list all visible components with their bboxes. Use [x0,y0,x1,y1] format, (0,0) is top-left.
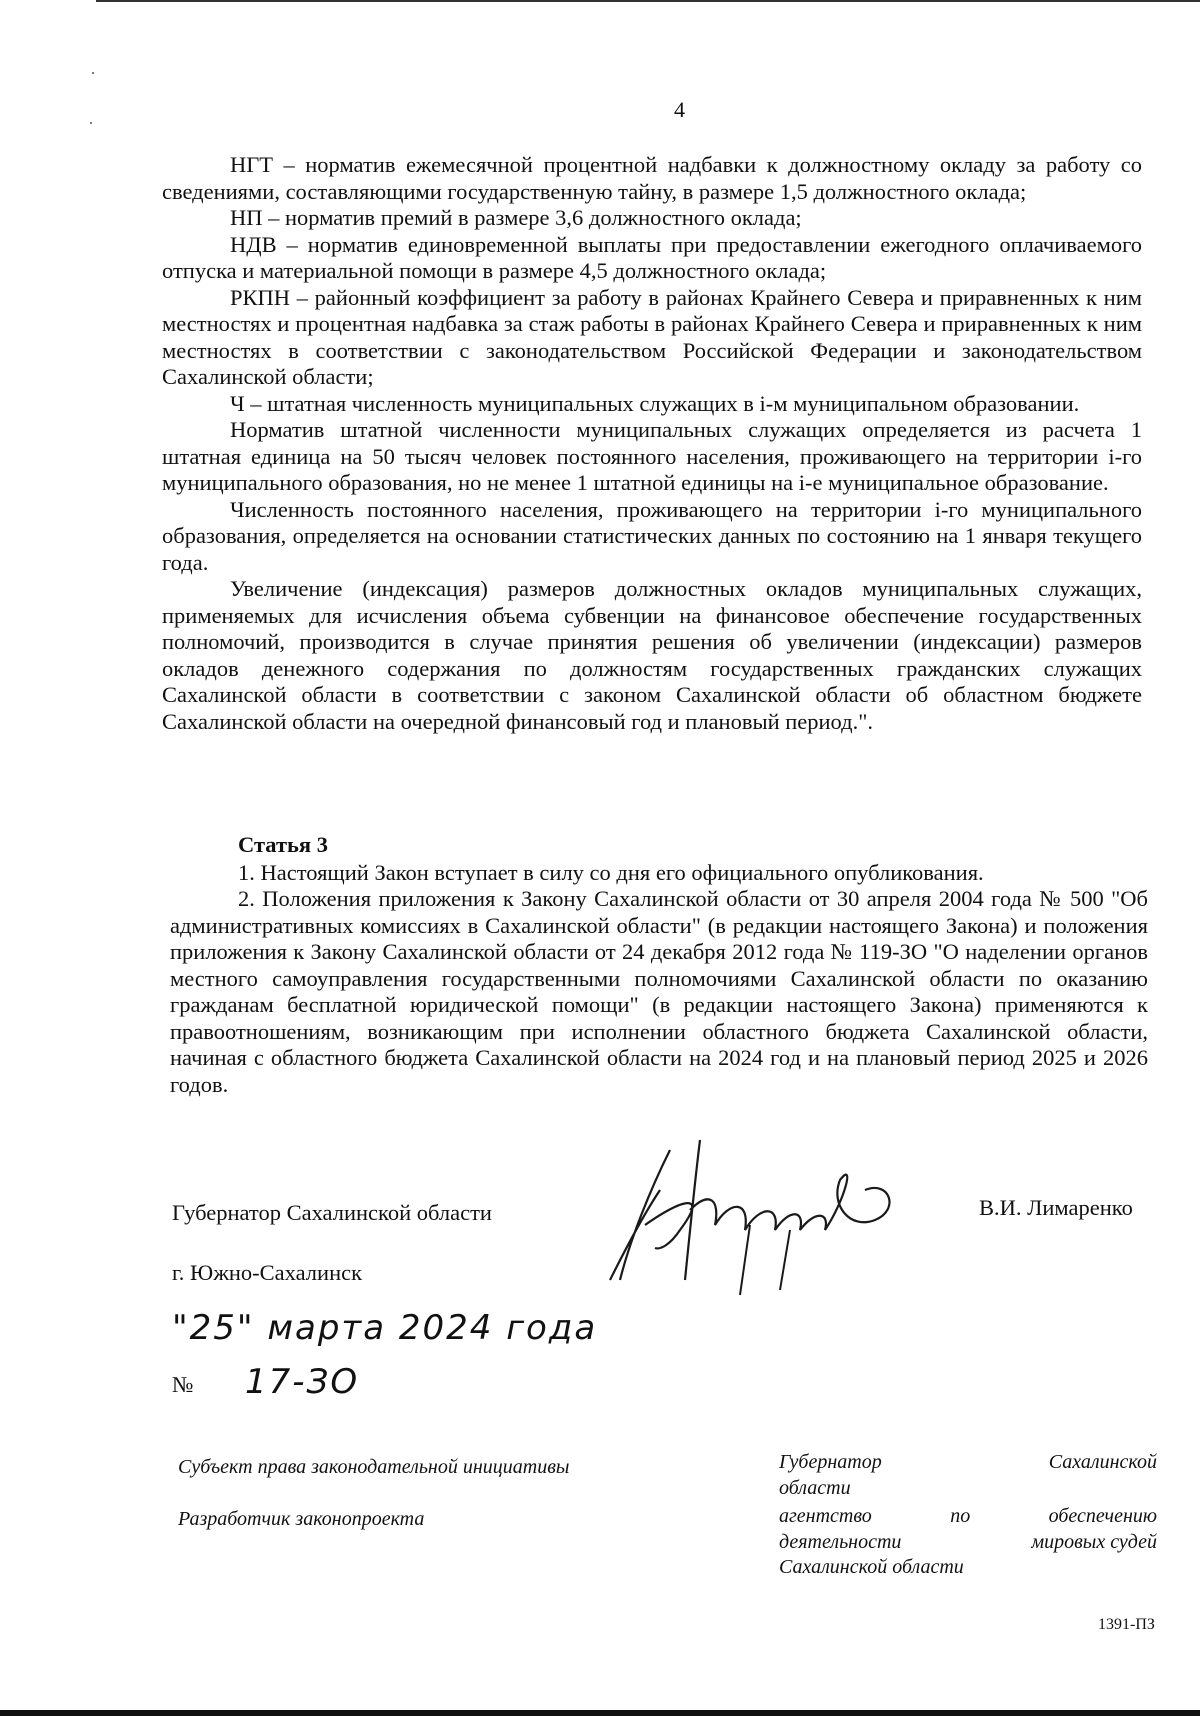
footer-right-block [779,1450,1157,1581]
scan-speck [92,72,94,74]
article-item-2: 2. Положения приложения к Закону Сахалинской области от 30 апреля 2004 года № 500 "Об административных комиссиях в Сахалинской области" (в редакции настоящего Закона) и положения приложения к Закону Сахалинской области от 24 декабря 2012 года № 119-ЗО "О наделении органов местного самоуправления государственными полномочиями Сахалинской области по оказанию гражданам бесплатной юридической помощи" (в редакции настоящего Закона) применяются к правоотношениям, возникающим при исполнении областного бюджета Сахалинской области, начиная с областного бюджета Сахалинской области на 2024 год и на плановый период 2025 и 2026 годов. [170,886,1148,1097]
number-prefix: № [172,1372,194,1397]
footer-right-line: области [779,1476,851,1499]
footer-right-line [779,1530,1157,1556]
governor-position: Губернатор Сахалинской области [172,1200,492,1225]
paragraph-indexation: Увеличение (индексация) размеров должностных окладов муниципальных служащих, применяемых для исчисления объема субвенции на финансовое обеспечение государственных полномочий, производится в случае принятия решения об увеличении (индексации) размеров окладов денежного содержания по должностям государственных гражданских служащих Сахалинской области в соответствии с законом Сахалинской области об областном бюджете Сахалинской области на очередной финансовый год и плановый период.". [162,576,1142,734]
footer-developer-label: Разработчик законопроекта [178,1508,425,1530]
governor-name: В.И. Лимаренко [979,1195,1133,1220]
paragraph-rkpn: РКПН – районный коэффициент за работу в районах Крайнего Севера и приравненных к ним местностях и процентная надбавка за стаж работы в районах Крайнего Севера и приравненных к ним местностях в соответствии с законодательством Российской Федерации и законодательством Сахалинской области; [162,284,1142,389]
footer-right-word: деятельности [779,1530,902,1553]
footer-right-word: мировых судей [1031,1530,1157,1553]
paragraph-staff-norm: Норматив штатной численности муниципальных служащих определяется из расчета 1 штатная единица на 50 тысяч человек постоянного населения, проживающего на территории i-го муниципального образования, но не менее 1 штатной единицы на i-е муниципальное образование. [162,417,1142,495]
paragraph-population: Численность постоянного населения, проживающего на территории i-го муниципального образования, определяется на основании статистических данных по состоянию на 1 января текущего года. [162,496,1142,575]
footer-right-word: обеспечению [1048,1505,1157,1527]
footer-right-line [779,1504,1157,1530]
footer-right-line [779,1450,1157,1476]
bottom-border-line [0,1710,1200,1716]
footer-right-word: по [950,1505,971,1527]
top-border-line [96,0,1200,2]
footer-right-word: Сахалинской [1048,1451,1157,1473]
body-text [162,152,1142,735]
handwritten-number: 17-ЗО [245,1362,360,1402]
page-number: 4 [674,97,685,122]
document-code: 1391-ПЗ [1098,1616,1155,1633]
paragraph-ngt: НГТ – норматив ежемесячной процентной надбавки к должностному окладу за работу со сведениями, составляющими государственную тайну, в размере 1,5 должностного оклада; [162,152,1142,204]
governor-signature [600,1130,920,1300]
paragraph-ndv: НДВ – норматив единовременной выплаты при предоставлении ежегодного оплачиваемого отпуска и материальной помощи в размере 4,5 должностного оклада; [162,231,1142,283]
paragraph-np: НП – норматив премий в размере 3,6 должностного оклада; [230,205,802,230]
city: г. Южно-Сахалинск [172,1260,363,1285]
article-3 [170,832,1148,1098]
footer-right-word: Губернатор [779,1451,882,1473]
handwritten-date: "25" марта 2024 года [172,1308,598,1348]
footer-right-word: агентство [779,1505,872,1527]
footer-initiative-label: Субъект права законодательной инициативы [178,1456,570,1478]
paragraph-ch: Ч – штатная численность муниципальных служащих в i-м муниципальном образовании. [230,390,1080,416]
footer-right-line: Сахалинской области [779,1556,964,1578]
article-title: Статья 3 [238,832,328,857]
article-item-1: 1. Настоящий Закон вступает в силу со дня его официального опубликования. [238,859,984,885]
